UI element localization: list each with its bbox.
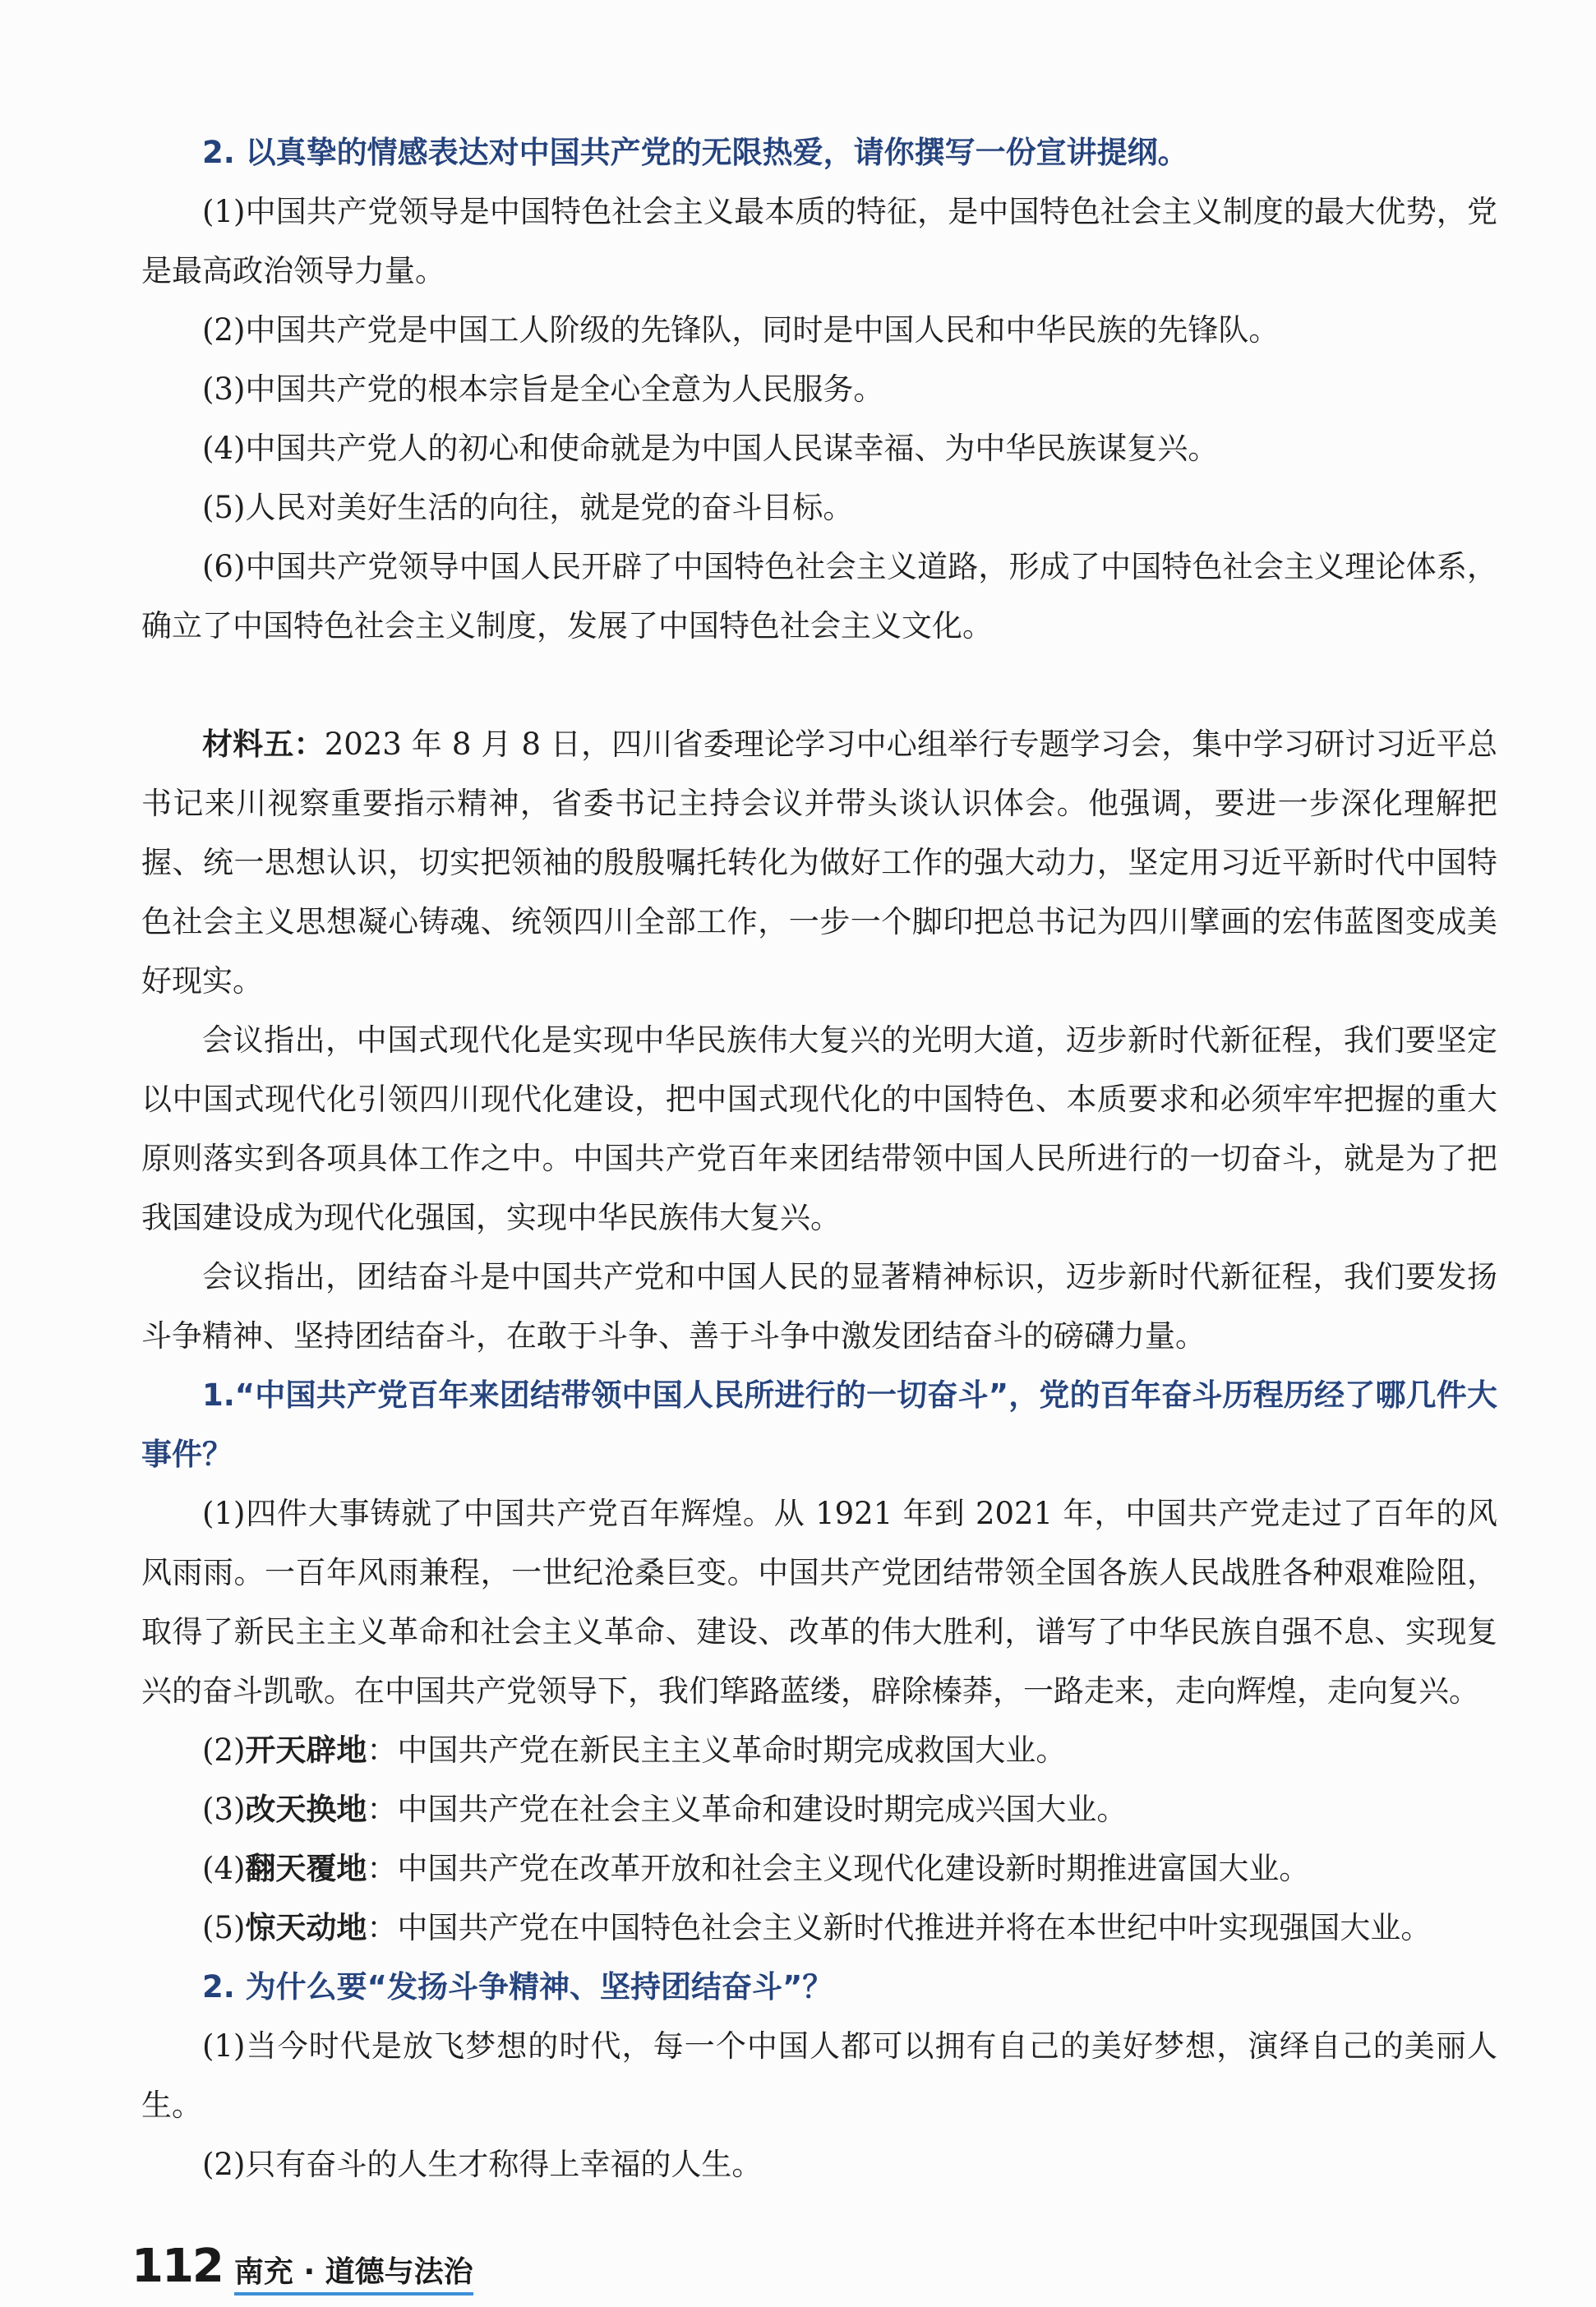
answer-item: (2)中国共产党是中国工人阶级的先锋队，同时是中国人民和中华民族的先锋队。	[202, 312, 1280, 348]
event-keyword: 惊天动地	[245, 1910, 367, 1945]
material-paragraph: 会议指出，团结奋斗是中国共产党和中国人民的显著精神标识，迈步新时代新征程，我们要发扬斗争精神、坚持团结奋斗，在敢于斗争、善于斗争中激发团结奋斗的磅礴力量。	[141, 1259, 1497, 1354]
page-number: 112	[131, 2240, 223, 2293]
answer-item: (1)当今时代是放飞梦想的时代，每一个中国人都可以拥有自己的美好梦想，演绎自己的美丽人生。	[141, 2028, 1497, 2123]
event-text: ：中国共产党在中国特色社会主义新时代推进并将在本世纪中叶实现强国大业。	[367, 1910, 1432, 1945]
page-content	[141, 123, 1497, 2194]
answer-item: (1)四件大事铸就了中国共产党百年辉煌。从 1921 年到 2021 年，中国共产党走过了百年的风风雨雨。一百年风雨兼程，一世纪沧桑巨变。中国共产党团结带领全国各族人民战胜各种艰难险阻，取得了新民主主义革命和社会主义革命、建设、改革的伟大胜利，谱写了中华民族自强不息、实现复兴的奋斗凯歌。在中国共产党领导下，我们筚路蓝缕，辟除榛莽，一路走来，走向辉煌，走向复兴。	[141, 1496, 1497, 1709]
answer-item: (4)中国共产党人的初心和使命就是为中国人民谋幸福、为中华民族谋复兴。	[202, 431, 1219, 466]
event-item	[141, 1899, 1497, 1958]
event-text: ：中国共产党在社会主义革命和建设时期完成兴国大业。	[367, 1792, 1128, 1827]
material-label: 材料五：	[202, 727, 325, 762]
page-footer	[131, 2240, 473, 2295]
question-title: 2. 以真挚的情感表达对中国共产党的无限热爱，请你撰写一份宣讲提纲。	[202, 135, 1188, 170]
material-paragraph: 会议指出，中国式现代化是实现中华民族伟大复兴的光明大道，迈步新时代新征程，我们要坚定以中国式现代化引领四川现代化建设，把中国式现代化的中国特色、本质要求和必须牢牢把握的重大原则落实到各项具体工作之中。中国共产党百年来团结带领中国人民所进行的一切奋斗，就是为了把我国建设成为现代化强国，实现中华民族伟大复兴。	[141, 1022, 1497, 1235]
answer-item: (2)只有奋斗的人生才称得上幸福的人生。	[202, 2147, 763, 2182]
event-item	[141, 1839, 1497, 1899]
event-keyword: 开天辟地	[245, 1733, 367, 1768]
event-number: (2)	[202, 1733, 246, 1768]
event-keyword: 翻天覆地	[245, 1851, 367, 1886]
event-item	[141, 1721, 1497, 1780]
event-text: ：中国共产党在新民主主义革命时期完成救国大业。	[367, 1733, 1067, 1768]
question-title: 2. 为什么要“发扬斗争精神、坚持团结奋斗”？	[202, 1969, 833, 2005]
event-item	[141, 1780, 1497, 1839]
answer-item: (6)中国共产党领导中国人民开辟了中国特色社会主义道路，形成了中国特色社会主义理论体系，确立了中国特色社会主义制度，发展了中国特色社会主义文化。	[141, 549, 1497, 644]
event-number: (5)	[202, 1910, 246, 1945]
footer-title: 南充 · 道德与法治	[234, 2249, 473, 2295]
event-number: (4)	[202, 1851, 246, 1886]
event-keyword: 改天换地	[245, 1792, 367, 1827]
event-number: (3)	[202, 1792, 246, 1827]
event-text: ：中国共产党在改革开放和社会主义现代化建设新时期推进富国大业。	[367, 1851, 1310, 1886]
question-title: 1.“中国共产党百年来团结带领中国人民所进行的一切奋斗”，党的百年奋斗历程历经了哪几件大事件？	[141, 1377, 1497, 1472]
material-text: 2023 年 8 月 8 日，四川省委理论学习中心组举行专题学习会，集中学习研讨习近平总书记来川视察重要指示精神，省委书记主持会议并带头谈认识体会。他强调，要进一步深化理解把握、统一思想认识，切实把领袖的殷殷嘱托转化为做好工作的强大动力，坚定用习近平新时代中国特色社会主义思想凝心铸魂、统领四川全部工作，一步一个脚印把总书记为四川擘画的宏伟蓝图变成美好现实。	[141, 727, 1497, 999]
material-paragraph	[141, 715, 1497, 1011]
answer-item: (1)中国共产党领导是中国特色社会主义最本质的特征，是中国特色社会主义制度的最大优势，党是最高政治领导力量。	[141, 194, 1497, 288]
answer-item: (3)中国共产党的根本宗旨是全心全意为人民服务。	[202, 371, 884, 407]
answer-item: (5)人民对美好生活的向往，就是党的奋斗目标。	[202, 490, 854, 525]
section-gap	[141, 656, 1497, 715]
